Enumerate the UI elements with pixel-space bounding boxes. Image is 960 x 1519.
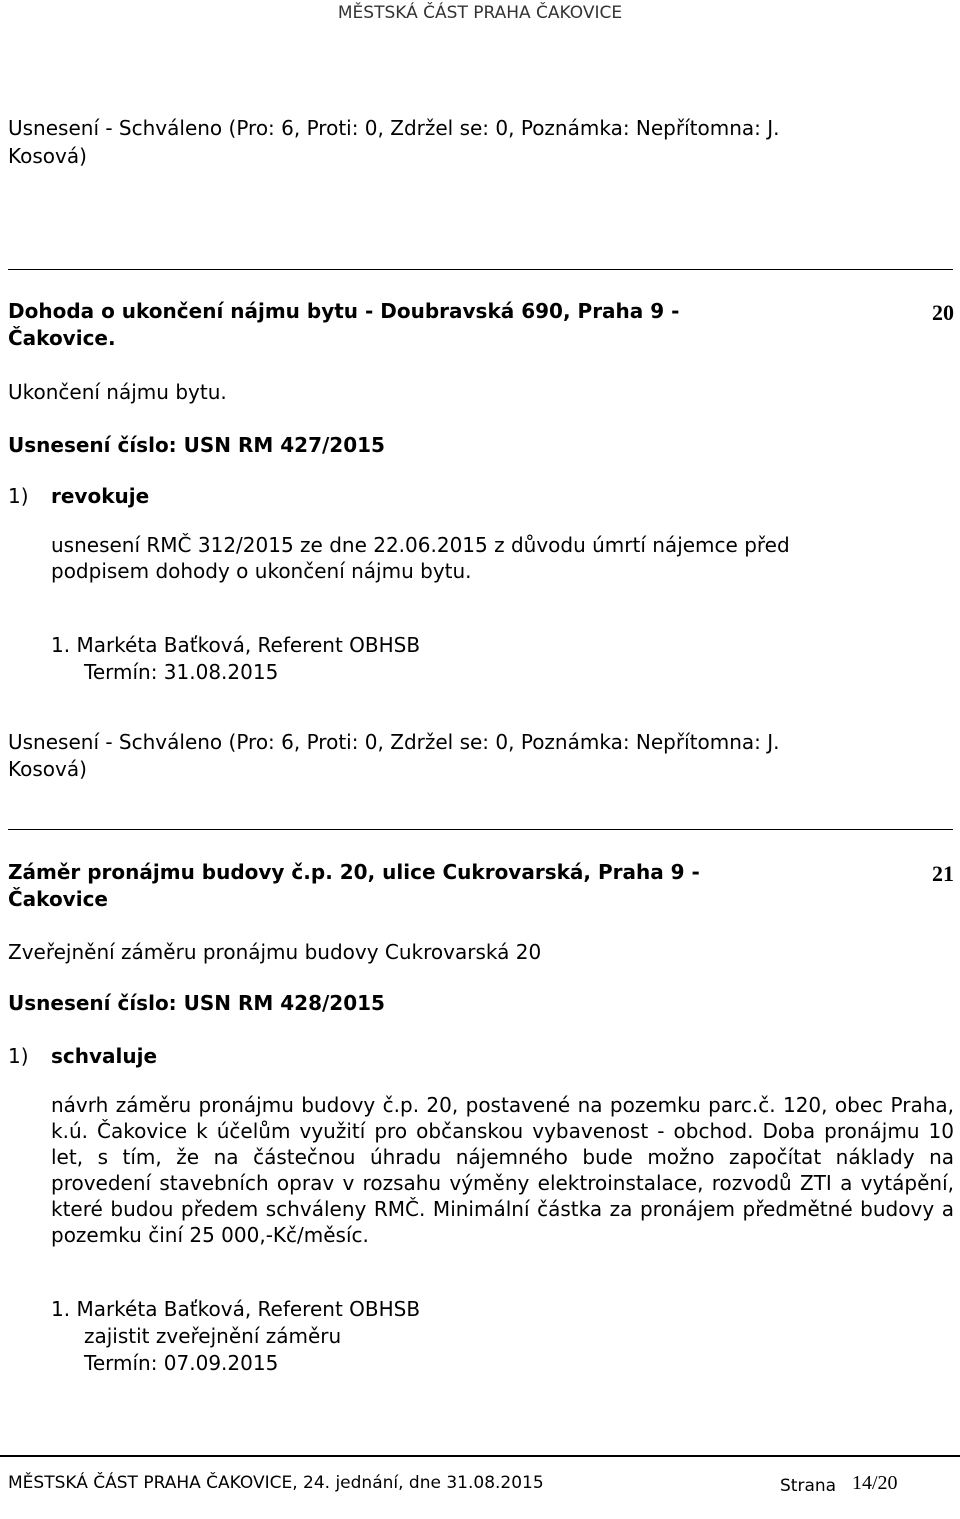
item-title-line1: Dohoda o ukončení nájmu bytu - Doubravská 690, Praha 9 - bbox=[8, 299, 680, 323]
point-number: 1) bbox=[8, 484, 29, 508]
point-verb: revokuje bbox=[51, 484, 150, 508]
item-title-line2: Čakovice. bbox=[8, 326, 116, 350]
resolution-number: Usnesení číslo: USN RM 427/2015 bbox=[8, 433, 385, 457]
footer-text: MĚSTSKÁ ČÁST PRAHA ČAKOVICE, 24. jednání, dne 31.08.2015 bbox=[8, 1473, 544, 1493]
page-number: 14/20 bbox=[852, 1472, 898, 1494]
task-deadline: Termín: 31.08.2015 bbox=[84, 660, 279, 684]
task-deadline: Termín: 07.09.2015 bbox=[84, 1351, 279, 1375]
vote-result-line2: Kosová) bbox=[8, 757, 87, 781]
section-divider bbox=[8, 829, 953, 830]
vote-result-line2: Kosová) bbox=[8, 144, 87, 168]
resolution-number: Usnesení číslo: USN RM 428/2015 bbox=[8, 991, 385, 1015]
point-verb: schvaluje bbox=[51, 1044, 158, 1068]
item-title-line2: Čakovice bbox=[8, 887, 108, 911]
task-description: zajistit zveřejnění záměru bbox=[84, 1324, 342, 1348]
section-divider bbox=[8, 269, 953, 270]
point-text: návrh záměru pronájmu budovy č.p. 20, postavené na pozemku parc.č. 120, obec Praha, k.ú. Čakovice k účelům využití pro občanskou vybavenost - obchod. Doba pronájmu 10 let, s tím, že na částečnou úhradu nájemného bude možno započítat náklady na provedení stavebních oprav v rozsahu výměny elektroinstalace, rozvodů ZTI a vytápění, které budou předem schváleny RMČ. Minimální částka za pronájem předmětné budovy a pozemku činí 25 000,-Kč/měsíc. bbox=[51, 1093, 954, 1247]
task-responsible: 1. Markéta Baťková, Referent OBHSB bbox=[51, 1297, 421, 1321]
footer-divider bbox=[0, 1455, 960, 1457]
task-responsible: 1. Markéta Baťková, Referent OBHSB bbox=[51, 633, 421, 657]
item-subtitle: Zveřejnění záměru pronájmu budovy Cukrovarská 20 bbox=[8, 940, 542, 964]
page-header-title: MĚSTSKÁ ČÁST PRAHA ČAKOVICE bbox=[337, 3, 623, 23]
point-text-line1: usnesení RMČ 312/2015 ze dne 22.06.2015 z důvodu úmrtí nájemce před bbox=[51, 533, 790, 557]
point-text-line2: podpisem dohody o ukončení nájmu bytu. bbox=[51, 559, 472, 583]
item-number: 20 bbox=[932, 300, 954, 325]
vote-result-line1: Usnesení - Schváleno (Pro: 6, Proti: 0, Zdržel se: 0, Poznámka: Nepřítomna: J. bbox=[8, 116, 780, 140]
item-number: 21 bbox=[932, 861, 954, 886]
item-title-line1: Záměr pronájmu budovy č.p. 20, ulice Cukrovarská, Praha 9 - bbox=[8, 860, 700, 884]
page-label: Strana bbox=[780, 1476, 837, 1496]
point-number: 1) bbox=[8, 1044, 29, 1068]
vote-result-line1: Usnesení - Schváleno (Pro: 6, Proti: 0, Zdržel se: 0, Poznámka: Nepřítomna: J. bbox=[8, 730, 780, 754]
item-subtitle: Ukončení nájmu bytu. bbox=[8, 380, 227, 404]
